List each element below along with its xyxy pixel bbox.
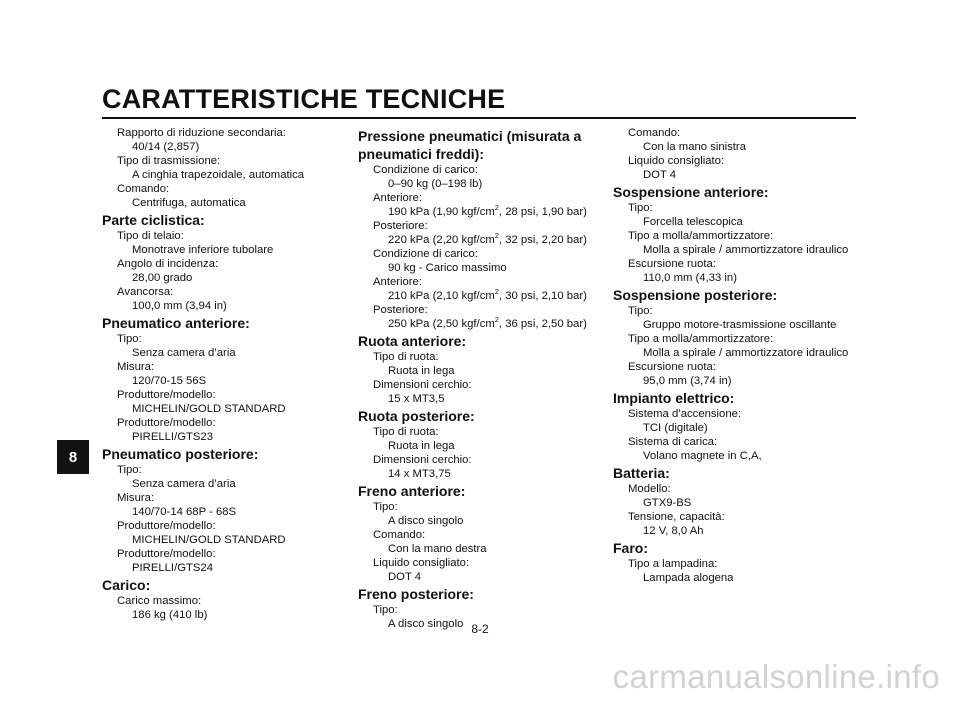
superscript: 2 xyxy=(494,287,499,297)
spec-item xyxy=(102,229,332,257)
spec-value: 140/70-14 68P - 68S xyxy=(132,506,237,518)
spec-value-text: 220 kPa (2,20 kgf/cm xyxy=(388,234,495,246)
spec-value: Senza camera d’aria xyxy=(132,347,236,359)
spec-value: 14 x MT3,75 xyxy=(388,468,451,480)
spec-value: 12 V, 8,0 Ah xyxy=(643,525,704,537)
spec-item xyxy=(102,547,332,575)
section-heading: Batteria: xyxy=(613,465,670,481)
spec-item xyxy=(102,182,332,210)
spec-value: Senza camera d’aria xyxy=(132,478,236,490)
spec-label: Condizione di carico: xyxy=(373,248,478,260)
spec-label: Modello: xyxy=(628,483,671,495)
spec-value: A disco singolo xyxy=(388,515,464,527)
spec-label: Dimensioni cerchio: xyxy=(373,454,472,466)
section-heading: Impianto elettrico: xyxy=(613,390,735,406)
spec-label: Produttore/modello: xyxy=(117,520,216,532)
spec-item xyxy=(613,229,863,257)
spec-label: Tipo a molla/ammortizzatore: xyxy=(628,230,774,242)
spec-label: Produttore/modello: xyxy=(117,417,216,429)
section-heading: Carico: xyxy=(102,577,151,593)
spec-item xyxy=(102,416,332,444)
spec-item xyxy=(613,332,863,360)
spec-item xyxy=(102,257,332,285)
superscript: 2 xyxy=(494,203,499,213)
spec-item xyxy=(102,360,332,388)
section-heading: Pressione pneumatici (misurata a pneumatici freddi): xyxy=(358,128,582,162)
spec-value xyxy=(358,317,598,331)
spec-label: Misura: xyxy=(117,492,155,504)
spec-label: Liquido consigliato: xyxy=(373,557,470,569)
spec-item xyxy=(358,219,598,247)
spec-label: Comando: xyxy=(117,183,170,195)
spec-value: 100,0 mm (3,94 in) xyxy=(132,300,227,312)
spec-value: PIRELLI/GTS23 xyxy=(132,431,213,443)
spec-value-text: 250 kPa (2,50 kgf/cm xyxy=(388,318,495,330)
spec-item xyxy=(613,435,863,463)
spec-value: DOT 4 xyxy=(388,571,422,583)
spec-item xyxy=(102,519,332,547)
spec-value xyxy=(358,233,598,247)
spec-item xyxy=(613,257,863,285)
spec-label: Sistema d’accensione: xyxy=(628,408,742,420)
spec-label: Posteriore: xyxy=(373,220,428,232)
spec-label: Produttore/modello: xyxy=(117,548,216,560)
spec-value-text: 210 kPa (2,10 kgf/cm xyxy=(388,290,495,302)
spec-label: Misura: xyxy=(117,361,155,373)
spec-value: Ruota in lega xyxy=(388,365,455,377)
spec-label: Tipo di trasmissione: xyxy=(117,155,221,167)
spec-item xyxy=(613,304,863,332)
spec-value xyxy=(358,289,598,303)
spec-value: GTX9-BS xyxy=(643,497,692,509)
spec-item xyxy=(613,154,863,182)
page-number: 8-2 xyxy=(471,622,489,636)
spec-column-2 xyxy=(358,126,598,631)
spec-value-text: , 28 psi, 1,90 bar) xyxy=(498,206,587,218)
spec-item xyxy=(358,303,598,331)
spec-value: 0–90 kg (0–198 lb) xyxy=(388,178,483,190)
spec-item xyxy=(358,500,598,528)
spec-item xyxy=(102,594,332,622)
spec-label: Carico massimo: xyxy=(117,595,202,607)
spec-label: Tipo: xyxy=(628,305,653,317)
spec-item xyxy=(613,482,863,510)
spec-value: 110,0 mm (4,33 in) xyxy=(643,272,737,284)
spec-item xyxy=(613,201,863,229)
spec-item xyxy=(358,453,598,481)
spec-value-text: , 30 psi, 2,10 bar) xyxy=(498,290,587,302)
section-heading: Faro: xyxy=(613,540,648,556)
spec-value: Centrifuga, automatica xyxy=(132,197,246,209)
spec-column-1 xyxy=(102,126,332,622)
spec-label: Produttore/modello: xyxy=(117,389,216,401)
spec-item xyxy=(358,556,598,584)
spec-value: Monotrave inferiore tubolare xyxy=(132,244,274,256)
spec-value: Forcella telescopica xyxy=(643,216,743,228)
section-heading: Pneumatico posteriore: xyxy=(102,446,259,462)
spec-label: Escursione ruota: xyxy=(628,258,716,270)
spec-value: 15 x MT3,5 xyxy=(388,393,445,405)
section-heading: Ruota anteriore: xyxy=(358,333,467,349)
spec-item xyxy=(613,126,863,154)
spec-value: Ruota in lega xyxy=(388,440,455,452)
spec-value: A cinghia trapezoidale, automatica xyxy=(132,169,305,181)
spec-label: Tipo a molla/ammortizzatore: xyxy=(628,333,774,345)
spec-value: 90 kg - Carico massimo xyxy=(388,262,507,274)
spec-value: DOT 4 xyxy=(643,169,677,181)
spec-label: Escursione ruota: xyxy=(628,361,716,373)
spec-value-text: , 32 psi, 2,20 bar) xyxy=(498,234,587,246)
spec-item xyxy=(102,154,332,182)
spec-label: Sistema di carica: xyxy=(628,436,718,448)
spec-label: Tensione, capacità: xyxy=(628,511,725,523)
spec-item xyxy=(358,163,598,191)
spec-label: Liquido consigliato: xyxy=(628,155,725,167)
spec-label: Tipo: xyxy=(117,333,142,345)
spec-label: Comando: xyxy=(373,529,426,541)
spec-value: Con la mano destra xyxy=(388,543,487,555)
spec-value: Volano magnete in C,A, xyxy=(643,450,762,462)
spec-item xyxy=(102,332,332,360)
section-heading: Freno posteriore: xyxy=(358,586,474,602)
spec-value: MICHELIN/GOLD STANDARD xyxy=(132,403,286,415)
watermark: carmanualsonline.info xyxy=(612,658,940,695)
spec-item xyxy=(358,425,598,453)
section-heading: Sospensione posteriore: xyxy=(613,287,778,303)
spec-label: Tipo: xyxy=(373,501,398,513)
spec-label: Avancorsa: xyxy=(117,286,174,298)
spec-item xyxy=(102,126,332,154)
spec-item xyxy=(358,378,598,406)
spec-value: 120/70-15 56S xyxy=(132,375,207,387)
spec-label: Tipo: xyxy=(117,464,142,476)
spec-item xyxy=(358,191,598,219)
spec-item xyxy=(613,360,863,388)
spec-value-text: 190 kPa (1,90 kgf/cm xyxy=(388,206,495,218)
spec-value: A disco singolo xyxy=(388,618,464,630)
spec-value: 40/14 (2,857) xyxy=(132,141,200,153)
spec-label: Rapporto di riduzione secondaria: xyxy=(117,127,286,139)
spec-item xyxy=(613,557,863,585)
spec-value: 95,0 mm (3,74 in) xyxy=(643,375,732,387)
spec-item xyxy=(358,528,598,556)
page-title: CARATTERISTICHE TECNICHE xyxy=(102,84,506,114)
spec-value: PIRELLI/GTS24 xyxy=(132,562,213,574)
spec-column-3 xyxy=(613,126,863,585)
spec-label: Condizione di carico: xyxy=(373,164,478,176)
spec-label: Angolo di incidenza: xyxy=(117,258,219,270)
superscript: 2 xyxy=(494,315,499,325)
section-heading: Ruota posteriore: xyxy=(358,408,475,424)
spec-value: Molla a spirale / ammortizzatore idraulico xyxy=(643,347,849,359)
spec-item xyxy=(102,491,332,519)
title-rule xyxy=(102,117,856,119)
chapter-tab: 8 xyxy=(57,440,89,474)
spec-label: Tipo di ruota: xyxy=(373,351,439,363)
spec-label: Tipo di ruota: xyxy=(373,426,439,438)
section-heading: Parte ciclistica: xyxy=(102,212,205,228)
section-heading: Sospensione anteriore: xyxy=(613,184,769,200)
spec-value: TCI (digitale) xyxy=(643,422,708,434)
spec-value-text: , 36 psi, 2,50 bar) xyxy=(498,318,587,330)
spec-label: Posteriore: xyxy=(373,304,428,316)
spec-value: 186 kg (410 lb) xyxy=(132,609,208,621)
spec-item xyxy=(102,463,332,491)
spec-label: Tipo a lampadina: xyxy=(628,558,718,570)
section-heading: Pneumatico anteriore: xyxy=(102,315,250,331)
spec-value: 28,00 grado xyxy=(132,272,193,284)
spec-label: Anteriore: xyxy=(373,192,422,204)
spec-label: Tipo: xyxy=(373,604,398,616)
spec-value: MICHELIN/GOLD STANDARD xyxy=(132,534,286,546)
spec-item xyxy=(358,247,598,275)
spec-label: Tipo: xyxy=(628,202,653,214)
spec-value: Con la mano sinistra xyxy=(643,141,746,153)
spec-item xyxy=(358,350,598,378)
spec-label: Dimensioni cerchio: xyxy=(373,379,472,391)
spec-item xyxy=(358,275,598,303)
spec-item xyxy=(613,510,863,538)
spec-item xyxy=(102,285,332,313)
spec-label: Tipo di telaio: xyxy=(117,230,184,242)
spec-value: Gruppo motore-trasmissione oscillante xyxy=(643,319,837,331)
spec-label: Anteriore: xyxy=(373,276,422,288)
spec-item xyxy=(102,388,332,416)
spec-item xyxy=(613,407,863,435)
spec-value: Molla a spirale / ammortizzatore idraulico xyxy=(643,244,849,256)
superscript: 2 xyxy=(494,231,499,241)
spec-label: Comando: xyxy=(628,127,681,139)
section-heading: Freno anteriore: xyxy=(358,483,466,499)
spec-value: Lampada alogena xyxy=(643,572,734,584)
spec-value xyxy=(358,205,598,219)
